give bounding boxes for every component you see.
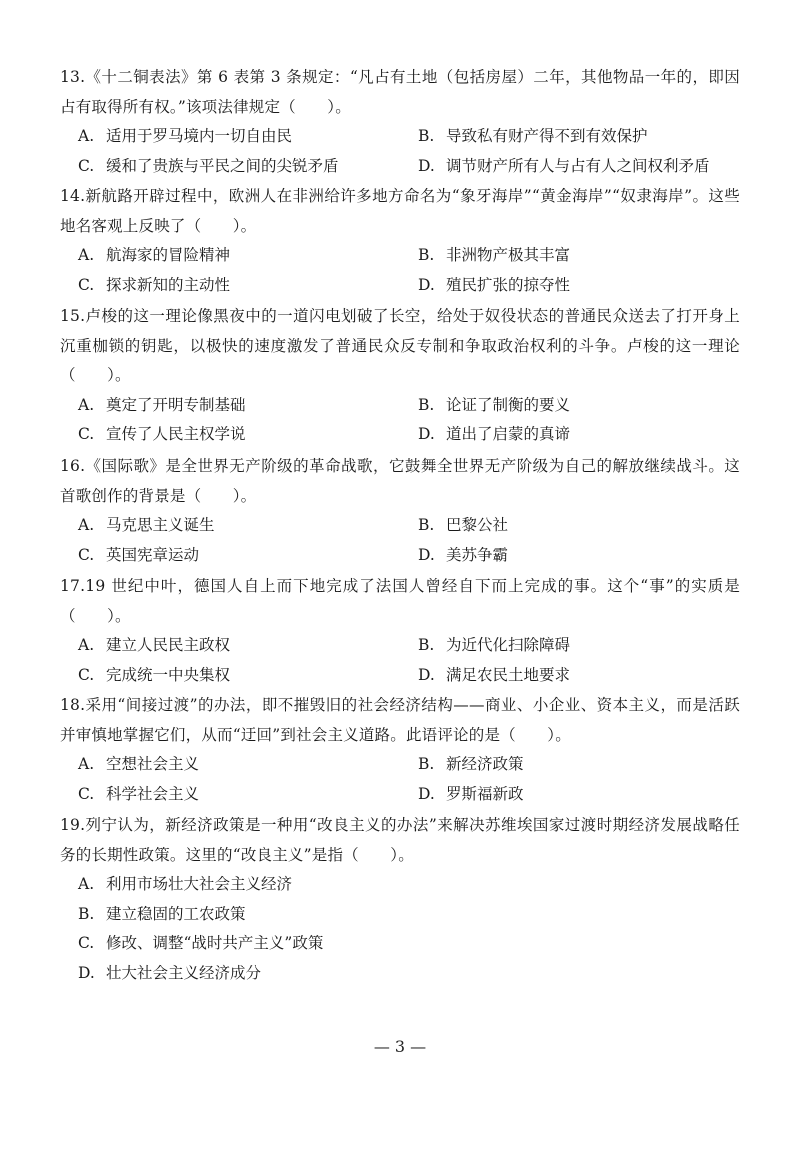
option-c[interactable]: C. 英国宪章运动 [78,545,200,564]
question-number: 13. [60,68,86,86]
option-d[interactable]: D. 殖民扩张的掠夺性 [418,275,571,294]
question-number: 14. [60,187,86,205]
question-number: 17. [60,577,86,595]
option-d[interactable]: D. 美苏争霸 [418,545,509,564]
question-stem [60,811,740,870]
option-a[interactable]: A. 马克思主义诞生 [78,516,215,534]
option-c[interactable]: C. 宣传了人民主权学说 [78,425,246,443]
option-list [60,241,740,300]
option-b[interactable]: B. 为近代化扫除障碍 [418,636,571,654]
question-stem [60,691,740,750]
option-list [60,631,740,690]
question-13 [60,63,740,181]
option-a[interactable]: A. 建立人民民主政权 [78,636,231,654]
question-number: 18. [60,696,86,714]
question-text: 列宁认为，新经济政策是一种用“改良主义的办法”来解决苏维埃国家过渡时期经济发展战略任务的长期性政策。这里的“改良主义”是指（ ）。 [60,816,740,864]
question-stem [60,182,740,241]
option-b[interactable]: B. 建立稳固的工农政策 [78,904,246,923]
question-text: 《国际歌》是全世界无产阶级的革命战歌，它鼓舞全世界无产阶级为自己的解放继续战斗。这首歌创作的背景是（ ）。 [60,457,740,505]
question-text: 《十二铜表法》第 6 表第 3 条规定：“凡占有土地（包括房屋）二年，其他物品一年的，即因占有取得所有权。”该项法律规定（ ）。 [60,68,740,116]
option-a[interactable]: A. 利用市场壮大社会主义经济 [78,875,293,893]
option-list [60,870,740,988]
option-b[interactable]: B. 导致私有财产得不到有效保护 [418,127,648,145]
question-stem [60,452,740,511]
option-d[interactable]: D. 壮大社会主义经济成分 [78,963,262,982]
question-number: 16. [60,457,86,475]
option-b[interactable]: B. 论证了制衡的要义 [418,395,571,414]
option-d[interactable]: D. 罗斯福新政 [418,784,524,803]
question-text: 19 世纪中叶，德国人自上而下地完成了法国人曾经自下而上完成的事。这个“事”的实质是（ ）。 [60,577,740,625]
question-stem [60,572,740,631]
option-a[interactable]: A. 空想社会主义 [78,755,200,773]
question-stem [60,302,740,391]
option-a[interactable]: A. 航海家的冒险精神 [78,246,231,264]
question-14 [60,182,740,300]
option-list [60,391,740,450]
question-19 [60,811,740,988]
option-b[interactable]: B. 非洲物产极其丰富 [418,246,571,264]
option-b[interactable]: B. 新经济政策 [418,755,524,773]
option-c[interactable]: C. 科学社会主义 [78,784,200,803]
option-list [60,122,740,181]
question-number: 15. [60,307,86,325]
option-c[interactable]: C. 缓和了贵族与平民之间的尖锐矛盾 [78,156,339,175]
option-d[interactable]: D. 满足农民土地要求 [418,665,571,684]
option-list [60,750,740,809]
option-a[interactable]: A. 奠定了开明专制基础 [78,395,246,414]
question-text: 卢梭的这一理论像黑夜中的一道闪电划破了长空，给处于奴役状态的普通民众送去了打开身上沉重枷锁的钥匙，以极快的速度激发了普通民众反专制和争取政治权利的斗争。卢梭的这一理论（ ）。 [60,307,740,384]
option-c[interactable]: C. 修改、调整“战时共产主义”政策 [78,934,324,952]
question-text: 新航路开辟过程中，欧洲人在非洲给许多地方命名为“象牙海岸”“黄金海岸”“奴隶海岸”。这些地名客观上反映了（ ）。 [60,187,740,235]
option-c[interactable]: C. 完成统一中央集权 [78,665,231,684]
option-b[interactable]: B. 巴黎公社 [418,516,509,534]
question-18 [60,691,740,809]
option-d[interactable]: D. 道出了启蒙的真谛 [418,425,571,443]
option-c[interactable]: C. 探求新知的主动性 [78,275,231,294]
question-15 [60,302,740,450]
question-text: 采用“间接过渡”的办法，即不摧毁旧的社会经济结构——商业、小企业、资本主义，而是活跃并审慎地掌握它们，从而“迂回”到社会主义道路。此语评论的是（ ）。 [60,696,740,744]
question-16 [60,452,740,570]
option-list [60,511,740,570]
option-a[interactable]: A. 适用于罗马境内一切自由民 [78,127,293,145]
page-number: — 3 — [373,1037,427,1056]
question-number: 19. [60,816,86,834]
option-d[interactable]: D. 调节财产所有人与占有人之间权利矛盾 [418,156,710,175]
question-17 [60,572,740,690]
question-stem [60,63,740,122]
